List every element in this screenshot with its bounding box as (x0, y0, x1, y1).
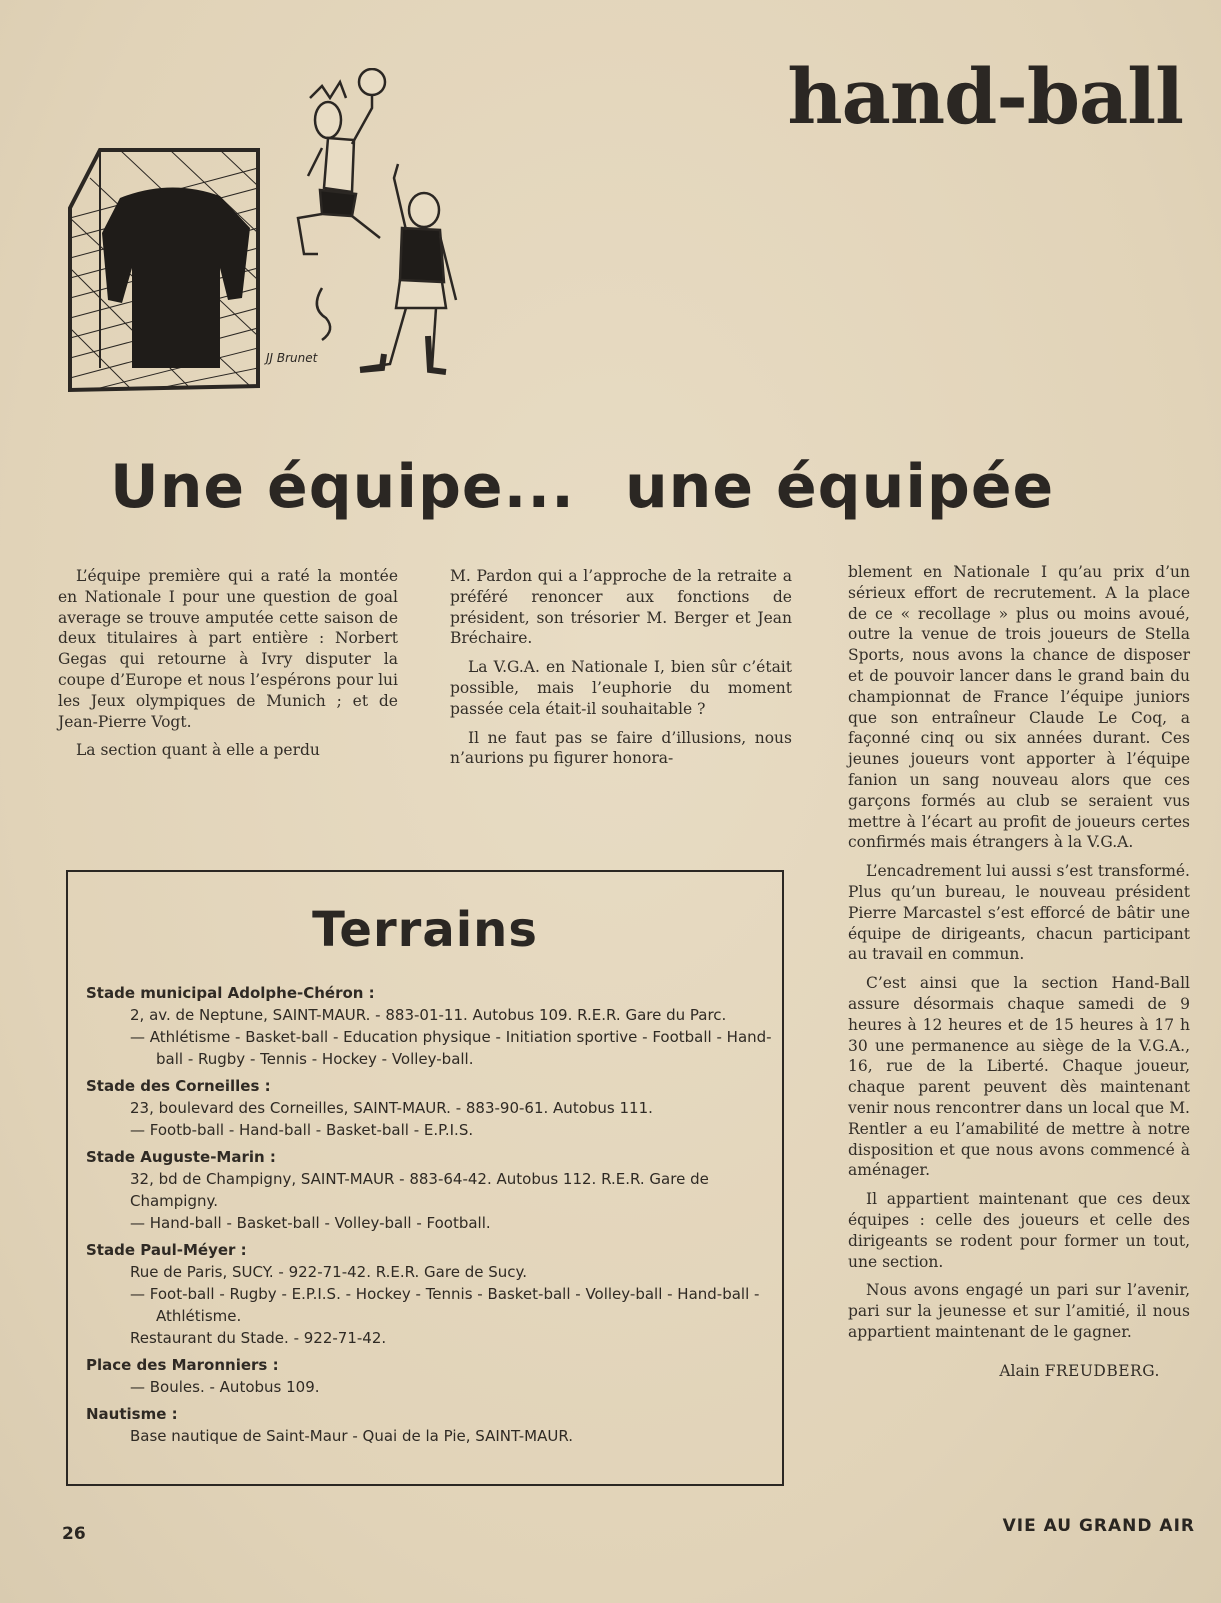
jumping-player-icon (298, 69, 385, 254)
article-column-2 (450, 566, 792, 777)
headline-part-1: Une équipe... (110, 452, 575, 522)
author-last-name: FREUDBERG. (1044, 1361, 1160, 1380)
article-paragraph: Il appartient maintenant que ces deux équipes : celle des joueurs et celle des dirigeants se rodent pour former un tout, une section. (848, 1190, 1190, 1271)
venue-sports: — Foot-ball - Rugby - E.P.I.S. - Hockey - Tennis - Basket-ball - Volley-ball - Hand-ball - Athlétisme. (130, 1285, 760, 1325)
article-paragraph: Il ne faut pas se faire d’illusions, nous n’aurions pu figurer honora- (450, 728, 792, 768)
venue-address: 2, av. de Neptune, SAINT-MAUR. - 883-01-11. Autobus 109. R.E.R. Gare du Parc. (130, 1006, 727, 1024)
article-column-1 (58, 566, 398, 769)
venue-name: Place des Maronniers : (86, 1356, 279, 1374)
venue-address: Rue de Paris, SUCY. - 922-71-42. R.E.R. Gare de Sucy. (130, 1263, 528, 1281)
venue-name: Stade municipal Adolphe-Chéron : (86, 984, 375, 1002)
headline (110, 452, 1130, 522)
venue-name: Stade Auguste-Marin : (86, 1148, 276, 1166)
terrains-box (66, 870, 784, 1486)
venue-name: Stade Paul-Méyer : (86, 1241, 247, 1259)
article-paragraph: C’est ainsi que la section Hand-Ball assure désormais chaque samedi de 9 heures à 12 heures et de 15 heures à 17 h 30 une permanence au siège de la V.G.A., 16, rue de la Liberté. Chaque joueur, chaque parent peuvent dès maintenant venir nous rencontrer dans un local que M. Rentler a eu l’amabilité de mettre à notre disposition et que nous avons commencé à aménager. (848, 974, 1190, 1180)
venue-entry (86, 1239, 776, 1349)
goalkeeper-icon (102, 187, 250, 368)
venue-entry (86, 1146, 776, 1234)
venue-address: 32, bd de Champigny, SAINT-MAUR - 883-64-42. Autobus 112. R.E.R. Gare de Champigny. (130, 1170, 709, 1210)
venue-sports: — Athlétisme - Basket-ball - Education physique - Initiation sportive - Football - Hand-ball - Rugby - Tennis - Hockey - Volley-ball. (130, 1028, 772, 1068)
venue-entry (86, 1075, 776, 1141)
venue-entry (86, 1354, 776, 1398)
magazine-name: VIE AU GRAND AIR (1002, 1516, 1195, 1536)
venue-address: Base nautique de Saint-Maur - Quai de la Pie, SAINT-MAUR. (130, 1427, 574, 1445)
venues-list (86, 982, 776, 1452)
headline-part-2: une équipée (624, 452, 1055, 522)
article-paragraph: L’encadrement lui aussi s’est transformé. Plus qu’un bureau, le nouveau président Pierre Marcastel s’est efforcé de bâtir une équipe de dirigeants, chacun participant au travail en commun. (848, 862, 1190, 964)
section-title: hand-ball (787, 52, 1183, 141)
article-paragraph: L’équipe première qui a raté la montée en Nationale I pour une question de goal average se trouve amputée cette saison de deux titulaires à part entière : Norbert Gegas qui retourne à Ivry disputer la coupe d’Europe et nous l’espérons pour lui les Jeux olympiques de Munich ; et de Jean-Pierre Vogt. (58, 567, 398, 731)
article-paragraph: M. Pardon qui a l’approche de la retraite a préféré renoncer aux fonctions de président, son trésorier M. Berger et Jean Bréchaire. (450, 567, 792, 648)
venue-extra: Restaurant du Stade. - 922-71-42. (130, 1329, 387, 1347)
illustrator-signature: JJ Brunet (266, 351, 318, 365)
venue-sports: — Footb-ball - Hand-ball - Basket-ball - E.P.I.S. (130, 1121, 474, 1139)
article-paragraph: La V.G.A. en Nationale I, bien sûr c’était possible, mais l’euphorie du moment passée cela était-il souhaitable ? (450, 658, 792, 718)
handball-cartoon-icon (60, 68, 470, 418)
venue-name: Nautisme : (86, 1405, 178, 1423)
article-paragraph: La section quant à elle a perdu (76, 741, 320, 760)
article-paragraph: blement en Nationale I qu’au prix d’un sérieux effort de recrutement. A la place de ce « recollage » plus ou moins avoué, outre la venue de trois joueurs de Stella Sports, nous avons la chance de disposer et de pouvoir lancer dans le grand bain du championnat de France l’équipe juniors que son entraîneur Claude Le Coq, a façonné cinq ou six années durant. Ces jeunes joueurs vont apporter à l’équipe fanion un sang nouveau alors que ces garçons formés au club se seraient vus mettre à l’écart au profit de joueurs certes confirmés mais étrangers à la V.G.A. (848, 563, 1190, 852)
terrains-title: Terrains (312, 902, 538, 958)
venue-sports: — Boules. - Autobus 109. (130, 1378, 320, 1396)
page-number: 26 (62, 1524, 86, 1544)
author-signature (848, 1361, 1190, 1382)
venue-address: 23, boulevard des Corneilles, SAINT-MAUR. - 883-90-61. Autobus 111. (130, 1099, 653, 1117)
venue-sports: — Hand-ball - Basket-ball - Volley-ball - Football. (130, 1214, 491, 1232)
venue-entry (86, 982, 776, 1070)
venue-entry (86, 1403, 776, 1447)
article-paragraph: Nous avons engagé un pari sur l’avenir, pari sur la jeunesse et sur l’amitié, il nous appartient maintenant de le gagner. (848, 1281, 1190, 1341)
venue-name: Stade des Corneilles : (86, 1077, 271, 1095)
author-first-name: Alain (999, 1361, 1040, 1380)
article-column-3 (848, 562, 1190, 1381)
